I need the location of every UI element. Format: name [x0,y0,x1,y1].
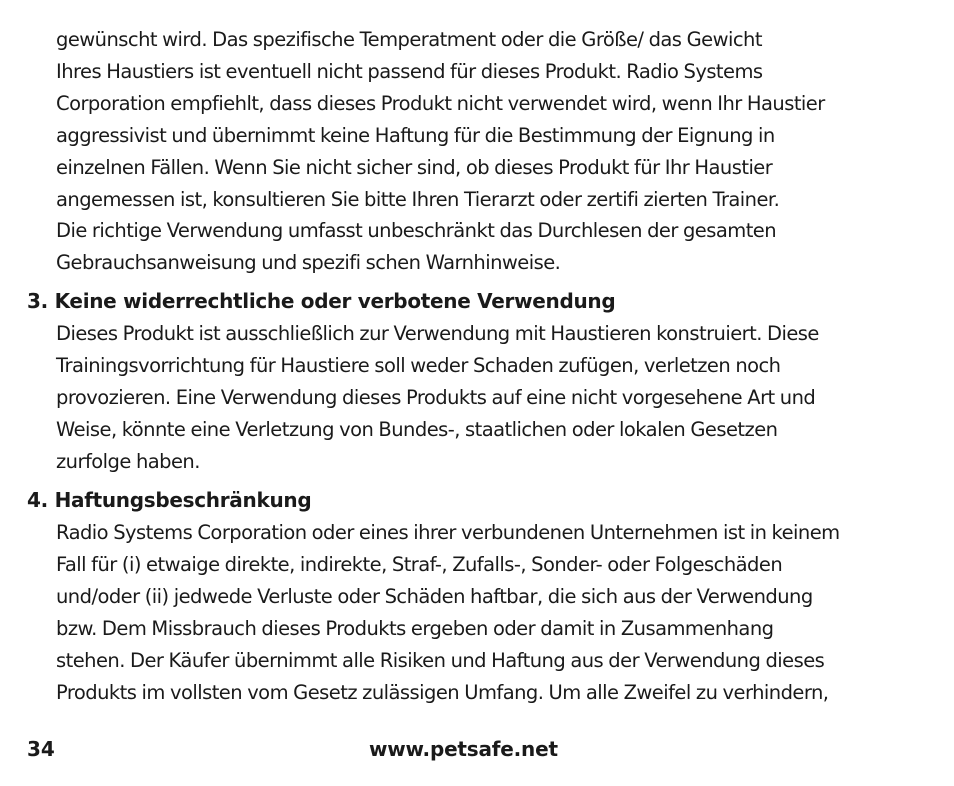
text-line: Trainingsvorrichtung für Haustiere soll weder Schaden zufügen, verletzen noch [56,353,781,377]
intro-paragraph [56,24,926,279]
text-line: Produkts im vollsten vom Gesetz zulässigen Umfang. Um alle Zweifel zu verhindern, [56,680,829,704]
text-line: provozieren. Eine Verwendung dieses Produkts auf eine nicht vorgesehene Art und [56,385,816,409]
text-line: gewünscht wird. Das spezifische Temperatment oder die Größe/ das Gewicht [56,28,762,51]
section-3-paragraph [56,318,926,478]
text-line: und/oder (ii) jedwede Verluste oder Schäden haftbar, die sich aus der Verwendung [56,584,813,608]
text-line: aggressivist und übernimmt keine Haftung für die Bestimmung der Eignung in [56,123,775,147]
text-line: stehen. Der Käufer übernimmt alle Risiken und Haftung aus der Verwendung dieses [56,648,825,672]
text-line: einzelnen Fällen. Wenn Sie nicht sicher sind, ob dieses Produkt für Ihr Haustier [56,155,773,179]
text-line: Ihres Haustiers ist eventuell nicht passend für dieses Produkt. Radio Systems [56,59,763,83]
text-line: Weise, könnte eine Verletzung von Bundes-, staatlichen oder lokalen Gesetzen [56,417,778,441]
section-4-paragraph [56,517,926,708]
text-line: Gebrauchsanweisung und spezifi schen Warnhinweise. [56,251,561,275]
text-line: angemessen ist, konsultieren Sie bitte Ihren Tierarzt oder zertifi zierten Trainer. [56,187,780,211]
text-line: Fall für (i) etwaige direkte, indirekte, Straf-, Zufalls-, Sonder- oder Folgeschäden [56,552,783,576]
text-line: Radio Systems Corporation oder eines ihrer verbundenen Unternehmen ist in keinem [56,521,840,544]
section-3-heading: 3. Keine widerrechtliche oder verbotene Verwendung [27,289,616,313]
text-line: zurfolge haben. [56,449,200,473]
text-line: Corporation empfiehlt, dass dieses Produkt nicht verwendet wird, wenn Ihr Haustier [56,91,825,115]
text-line: Die richtige Verwendung umfasst unbeschränkt das Durchlesen der gesamten [56,219,777,243]
section-4-heading: 4. Haftungsbeschränkung [27,488,312,512]
text-line: Dieses Produkt ist ausschließlich zur Verwendung mit Haustieren konstruiert. Diese [56,322,819,345]
text-line: bzw. Dem Missbrauch dieses Produkts ergeben oder damit in Zusammenhang [56,616,774,640]
page-number: 34 [27,737,55,761]
website-url: www.petsafe.net [369,737,558,761]
